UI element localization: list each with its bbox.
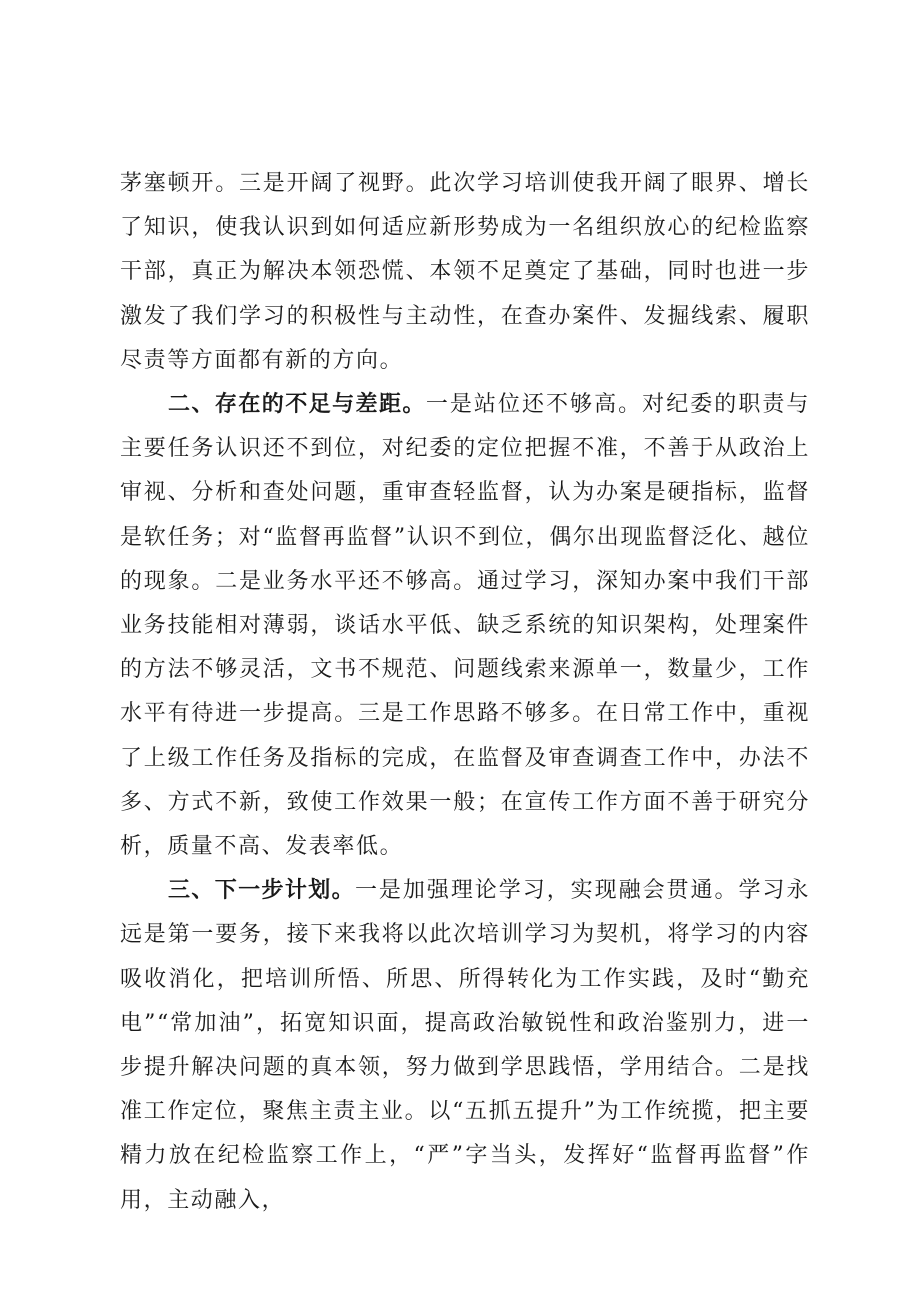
paragraph-3-text: 一是加强理论学习，实现融会贯通。学习永远是第一要务，接下来我将以此次培训学习为契机，将学习的内容吸收消化，把培训所悟、所思、所得转化为工作实践，及时“勤充电”“常加油”，拓宽知识面，提高政治敏锐性和政治鉴别力，进一步提升解决问题的真本领，努力做到学思践悟，学用结合。二是找准工作定位，聚焦主责主业。以“五抓五提升”为工作统揽，把主要精力放在纪检监察工作上，“严”字当头，发挥好“监督再监督”作用，主动融入， xyxy=(120,878,810,1213)
paragraph-1-text: 茅塞顿开。三是开阔了视野。此次学习培训使我开阔了眼界、增长了知识，使我认识到如何适应新形势成为一名组织放心的纪检监察干部，真正为解决本领恐慌、本领不足奠定了基础，同时也进一步激发了我们学习的积极性与主动性，在查办案件、发掘线索、履职尽责等方面都有新的方向。 xyxy=(120,171,810,373)
section-heading-shortcomings: 二、存在的不足与差距。 xyxy=(168,392,426,418)
paragraph-1 xyxy=(120,162,810,383)
section-heading-next-plan: 三、下一步计划。 xyxy=(168,878,355,904)
paragraph-3 xyxy=(120,869,810,1223)
paragraph-2 xyxy=(120,383,810,869)
document-body xyxy=(120,162,810,1223)
paragraph-2-text: 一是站位还不够高。对纪委的职责与主要任务认识还不到位，对纪委的定位把握不准，不善于从政治上审视、分析和查处问题，重审查轻监督，认为办案是硬指标，监督是软任务；对“监督再监督”认识不到位，偶尔出现监督泛化、越位的现象。二是业务水平还不够高。通过学习，深知办案中我们干部业务技能相对薄弱，谈话水平低、缺乏系统的知识架构，处理案件的方法不够灵活，文书不规范、问题线索来源单一，数量少，工作水平有待进一步提高。三是工作思路不够多。在日常工作中，重视了上级工作任务及指标的完成，在监督及审查调查工作中，办法不多、方式不新，致使工作效果一般；在宣传工作方面不善于研究分析，质量不高、发表率低。 xyxy=(120,392,810,860)
